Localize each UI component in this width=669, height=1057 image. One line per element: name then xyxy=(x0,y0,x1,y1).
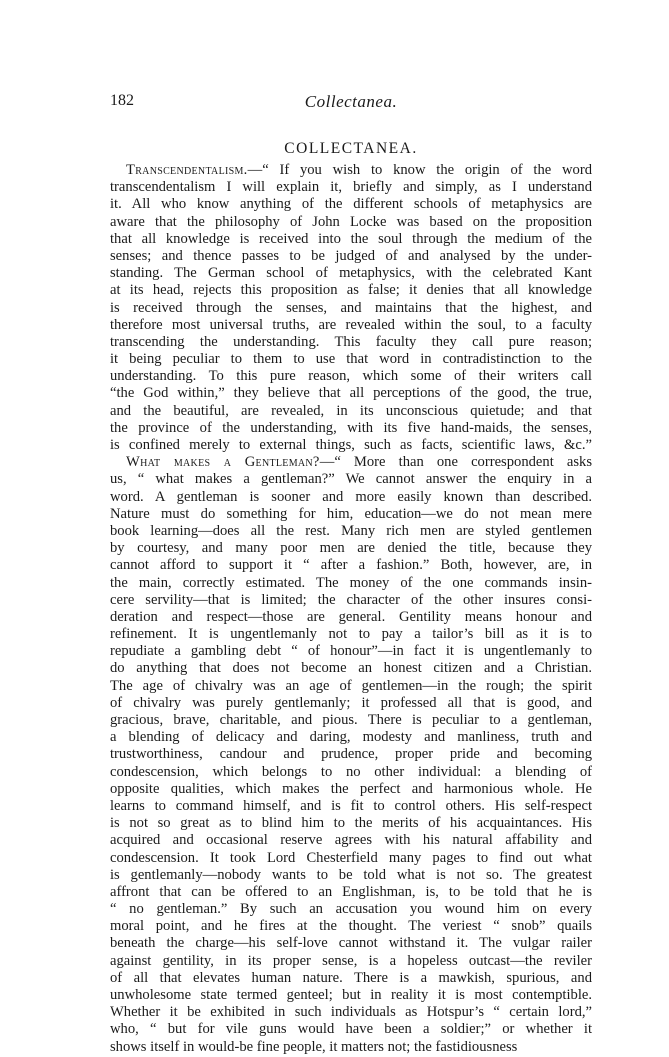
article-lead: What makes a Gentleman? xyxy=(126,454,320,471)
line-text: senses; and thence passes to be judged of and analysed by the under- xyxy=(110,247,592,264)
text-line xyxy=(110,385,592,402)
body-text xyxy=(110,162,592,1056)
text-line xyxy=(110,935,592,952)
line-text: do anything that does not become an honest citizen and a Christian. xyxy=(110,660,592,677)
line-text: repudiate a gambling debt “ of honour”—in fact it is ungentlemanly to xyxy=(110,643,592,660)
text-line xyxy=(110,970,592,987)
line-text: at its head, rejects this proposition as false; it denies that all knowledge xyxy=(110,282,592,299)
article-lead: Transcendentalism. xyxy=(126,162,248,178)
text-line xyxy=(110,884,592,901)
line-text: Whether it be exhibited in such individuals as Hotspur’s “ certain lord,” xyxy=(110,1004,592,1021)
line-text: “the God within,” they believe that all perceptions of the good, the true, xyxy=(110,385,592,402)
line-text: cannot afford to support it “ after a fashion.” Both, however, are, in xyxy=(110,557,592,574)
line-text: transcendentalism I will explain it, briefly and simply, as I understand xyxy=(110,179,592,196)
text-line xyxy=(110,953,592,970)
line-text: of all that elevates human nature. There is a mawkish, spurious, and xyxy=(110,969,592,986)
text-line xyxy=(110,403,592,420)
text-line xyxy=(110,987,592,1004)
line-text: us, “ what makes a gentleman?” We cannot answer the enquiry in a xyxy=(110,471,592,488)
text-line xyxy=(110,643,592,660)
line-text: Nature must do something for him, education—we do not mean mere xyxy=(110,505,592,522)
text-line xyxy=(110,231,592,248)
text-line xyxy=(110,351,592,368)
text-line xyxy=(110,798,592,815)
article-heading-line xyxy=(110,454,592,471)
text-line xyxy=(110,334,592,351)
text-line xyxy=(110,781,592,798)
text-line xyxy=(110,901,592,918)
text-line xyxy=(110,660,592,677)
text-line xyxy=(110,317,592,334)
text-line xyxy=(110,248,592,265)
line-text: standing. The German school of metaphysics, with the celebrated Kant xyxy=(110,265,592,282)
line-text: book learning—does all the rest. Many rich men are styled gentlemen xyxy=(110,522,592,539)
line-text: is gentlemanly—nobody wants to be told what is not so. The greatest xyxy=(110,866,592,883)
text-line xyxy=(110,1004,592,1021)
line-text: —“ More than one correspondent asks xyxy=(319,454,592,471)
line-text: word. A gentleman is sooner and more easily known than described. xyxy=(110,488,592,505)
text-line xyxy=(110,179,592,196)
text-line xyxy=(110,368,592,385)
line-text: shows itself in would-be fine people, it matters not; the fastidiousness xyxy=(110,1038,518,1055)
line-text: is not so great as to blind him to the merits of his acquaintances. His xyxy=(110,815,592,832)
text-line xyxy=(110,214,592,231)
text-line xyxy=(110,506,592,523)
line-text: the province of the understanding, with its five hand-maids, the senses, xyxy=(110,419,592,436)
text-line xyxy=(110,265,592,282)
text-line xyxy=(110,867,592,884)
line-text: —“ If you wish to know the origin of the word xyxy=(247,162,592,178)
page-header xyxy=(110,92,592,114)
line-text: understanding. To this pure reason, which some of their writers call xyxy=(110,368,592,385)
line-text: the main, correctly estimated. The money of the one commands insin- xyxy=(110,574,592,591)
line-text: aware that the philosophy of John Locke was based on the proposition xyxy=(110,213,592,230)
line-text: and the beautiful, are revealed, in its unconscious quietude; and that xyxy=(110,402,592,419)
text-line xyxy=(110,1039,592,1056)
line-text: by courtesy, and many poor men are denied the title, because they xyxy=(110,540,592,557)
text-line xyxy=(110,471,592,488)
text-line xyxy=(110,282,592,299)
line-text: learns to command himself, and is fit to control others. His self-respect xyxy=(110,797,592,814)
line-text: of chivalry was purely gentlemanly; it professed all that is good, and xyxy=(110,694,592,711)
line-text: moral point, and he fires at the thought. The veriest “ snob” quails xyxy=(110,918,592,935)
line-text: acquired and occasional reserve agrees with his natural affability and xyxy=(110,832,592,849)
line-text: The age of chivalry was an age of gentlemen—in the rough; the spirit xyxy=(110,677,592,694)
line-text: is received through the senses, and maintains that the highest, and xyxy=(110,299,592,316)
text-line xyxy=(110,678,592,695)
line-text: condescension, which belongs to no other individual: a blending of xyxy=(110,763,592,780)
section-title: COLLECTANEA. xyxy=(284,140,418,157)
line-text: “ no gentleman.” By such an accusation you wound him on every xyxy=(110,901,592,918)
text-line xyxy=(110,815,592,832)
line-text: cere servility—that is limited; the character of the other insures consi- xyxy=(110,591,592,608)
line-text: opposite qualities, which makes the perfect and harmonious whole. He xyxy=(110,780,592,797)
line-text: affront that can be offered to an Englishman, is, to be told that he is xyxy=(110,883,592,900)
text-line xyxy=(110,850,592,867)
line-text: unwholesome state termed genteel; but in reality it is most contemptible. xyxy=(110,987,592,1003)
page-number: 182 xyxy=(110,92,134,109)
line-text: refinement. It is ungentlemanly not to pay a tailor’s bill as it is to xyxy=(110,626,592,643)
line-text: trustworthiness, candour and prudence, proper pride and becoming xyxy=(110,746,592,763)
line-text: a blending of delicacy and daring, modesty and manliness, truth and xyxy=(110,729,592,746)
text-line xyxy=(110,196,592,213)
line-text: transcending the understanding. This faculty they call pure reason; xyxy=(110,333,592,350)
text-line xyxy=(110,592,592,609)
line-text: against gentility, in its proper sense, is a hopeless outcast—the reviler xyxy=(110,952,592,969)
text-line xyxy=(110,1021,592,1038)
line-text: gracious, brave, charitable, and pious. There is peculiar to a gentleman, xyxy=(110,712,592,728)
text-line xyxy=(110,575,592,592)
text-line xyxy=(110,557,592,574)
text-line xyxy=(110,540,592,557)
line-text: deration and respect—those are general. Gentility means honour and xyxy=(110,608,592,625)
text-line xyxy=(110,729,592,746)
text-line xyxy=(110,300,592,317)
text-line xyxy=(110,609,592,626)
line-text: beneath the charge—his self-love cannot withstand it. The vulgar railer xyxy=(110,935,592,952)
line-text: who, “ but for vile guns would have been a soldier;” or whether it xyxy=(110,1021,592,1038)
text-line xyxy=(110,626,592,643)
running-head: Collectanea. xyxy=(304,92,398,111)
line-text: condescension. It took Lord Chesterfield many pages to find out what xyxy=(110,849,592,866)
text-line xyxy=(110,832,592,849)
text-line xyxy=(110,918,592,935)
line-text: that all knowledge is received into the soul through the medium of the xyxy=(110,230,592,247)
line-text: therefore most universal truths, are revealed within the soul, to a faculty xyxy=(110,316,592,333)
article-heading-line xyxy=(110,162,592,179)
text-line xyxy=(110,746,592,763)
line-text: it. All who know anything of the different schools of metaphysics are xyxy=(110,196,592,213)
text-line xyxy=(110,420,592,437)
text-line xyxy=(110,712,592,729)
text-line xyxy=(110,489,592,506)
text-line xyxy=(110,764,592,781)
text-line xyxy=(110,695,592,712)
text-line xyxy=(110,437,592,454)
text-line xyxy=(110,523,592,540)
line-text: it being peculiar to them to use that word in contradistinction to the xyxy=(110,351,592,368)
line-text: is confined merely to external things, such as facts, scientific laws, &c.” xyxy=(110,437,592,453)
